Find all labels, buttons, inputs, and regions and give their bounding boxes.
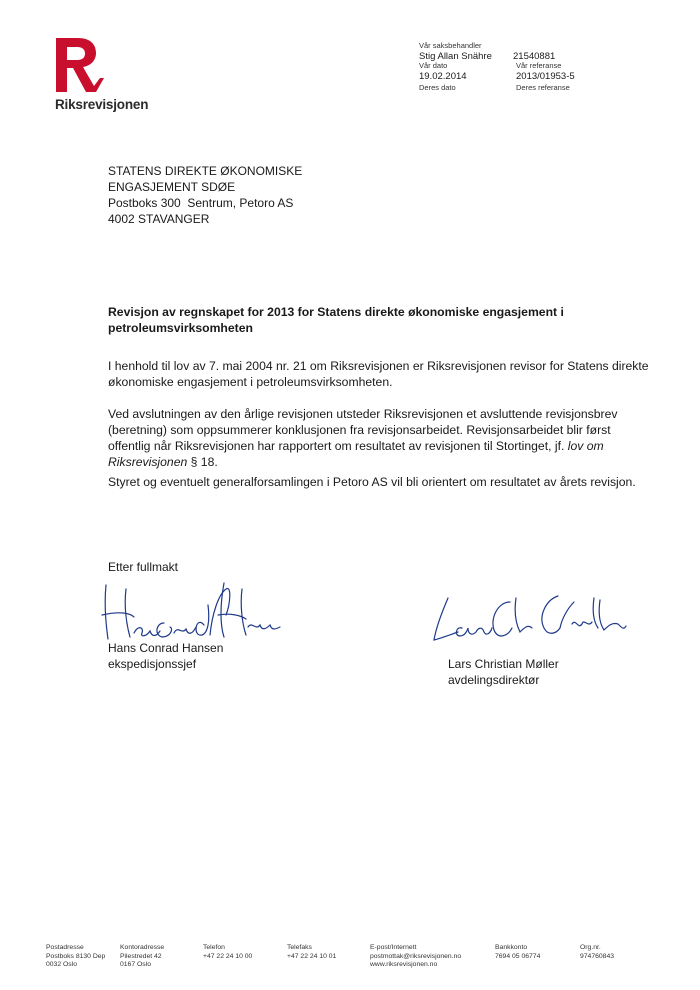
footer-orgnr — [580, 944, 614, 961]
left-signatory-name: Hans Conrad Hansen — [108, 641, 224, 655]
recipient-line: Postboks 300 Sentrum, Petoro AS — [108, 196, 294, 210]
left-signatory-title: ekspedisjonssjef — [108, 657, 197, 671]
left-handwritten-signature — [100, 575, 280, 645]
organization-name: Riksrevisjonen — [55, 97, 149, 112]
right-signatory — [448, 656, 559, 688]
paragraph-2-text: Ved avslutningen av den årlige revisjonen utsteder Riksrevisjonen et avsluttende revisjonsbrev (beretning) som oppsummerer konklusjonen fra revisjonsarbeidet. Revisjonsarbeidet blir først offentlig når Riksrevisjonen har rapportert om resultatet av revisjonen til Stortinget, jf. — [108, 407, 618, 453]
recipient-line: ENGASJEMENT SDØE — [108, 180, 236, 194]
recipient-line: 4002 STAVANGER — [108, 212, 210, 226]
footer-label: Telefaks — [287, 944, 312, 951]
footer-epost — [370, 944, 461, 970]
paragraph-2 — [108, 406, 653, 470]
footer-value: +47 22 24 10 00 — [203, 952, 253, 960]
var-dato-value: 19.02.2014 — [419, 71, 467, 82]
paragraph-3: Styret og eventuelt generalforsamlingen i Petoro AS vil bli orientert om resultatet av årets revisjon. — [108, 475, 636, 489]
recipient-line: STATENS DIREKTE ØKONOMISKE — [108, 164, 303, 178]
footer-label: Postadresse — [46, 944, 84, 951]
footer-telefaks — [287, 944, 336, 961]
recipient-address — [108, 163, 302, 227]
footer-web-link[interactable]: www.riksrevisjonen.no — [370, 961, 438, 968]
right-handwritten-signature — [428, 588, 628, 650]
footer-value: 0032 Oslo — [46, 961, 77, 968]
right-signatory-title: avdelingsdirektør — [448, 673, 540, 687]
var-dato-label: Vår dato — [419, 61, 448, 70]
footer-value: Postboks 8130 Dep — [46, 952, 106, 960]
deres-referanse-label: Deres referanse — [516, 83, 570, 92]
footer-bankkonto — [495, 944, 540, 961]
left-signatory — [108, 640, 223, 672]
footer-value: Pilestredet 42 — [120, 952, 162, 960]
var-referanse-label: Vår referanse — [516, 61, 562, 70]
footer-kontoradresse — [120, 944, 164, 970]
saksbehandler-phone: 21540881 — [513, 51, 556, 62]
right-signatory-name: Lars Christian Møller — [448, 657, 559, 671]
footer-value: 0167 Oslo — [120, 961, 151, 968]
footer-email-link[interactable]: postmottak@riksrevisjonen.no — [370, 952, 462, 960]
footer-value: +47 22 24 10 01 — [287, 952, 337, 960]
footer-label: E-post/Internett — [370, 944, 417, 951]
footer-telefon — [203, 944, 252, 961]
footer-label: Kontoradresse — [120, 944, 165, 951]
footer-postadresse — [46, 944, 105, 970]
saksbehandler-value: Stig Allan Snähre — [419, 51, 492, 62]
signature-intro: Etter fullmakt — [108, 560, 179, 574]
footer-value: 7694 05 06774 — [495, 952, 541, 960]
riksrevisjonen-r-logo-icon — [56, 38, 106, 92]
deres-dato-label: Deres dato — [419, 83, 456, 92]
footer-value: 974760843 — [580, 952, 615, 960]
saksbehandler-label: Vår saksbehandler — [419, 41, 482, 50]
paragraph-1: I henhold til lov av 7. mai 2004 nr. 21 om Riksrevisjonen er Riksrevisjonen revisor for Statens direkte økonomiske engasjement i petroleumsvirksomheten. — [108, 359, 649, 389]
footer-label: Org.nr. — [580, 944, 601, 951]
paragraph-2-end: § 18. — [190, 455, 218, 469]
letter-subject: Revisjon av regnskapet for 2013 for Statens direkte økonomiske engasjement i petroleumsvirksomheten — [108, 305, 564, 335]
law-reference: lov om Riksrevisjonen — [108, 439, 604, 469]
var-referanse-value: 2013/01953-5 — [516, 71, 575, 82]
footer-label: Bankkonto — [495, 944, 528, 951]
footer-label: Telefon — [203, 944, 225, 951]
